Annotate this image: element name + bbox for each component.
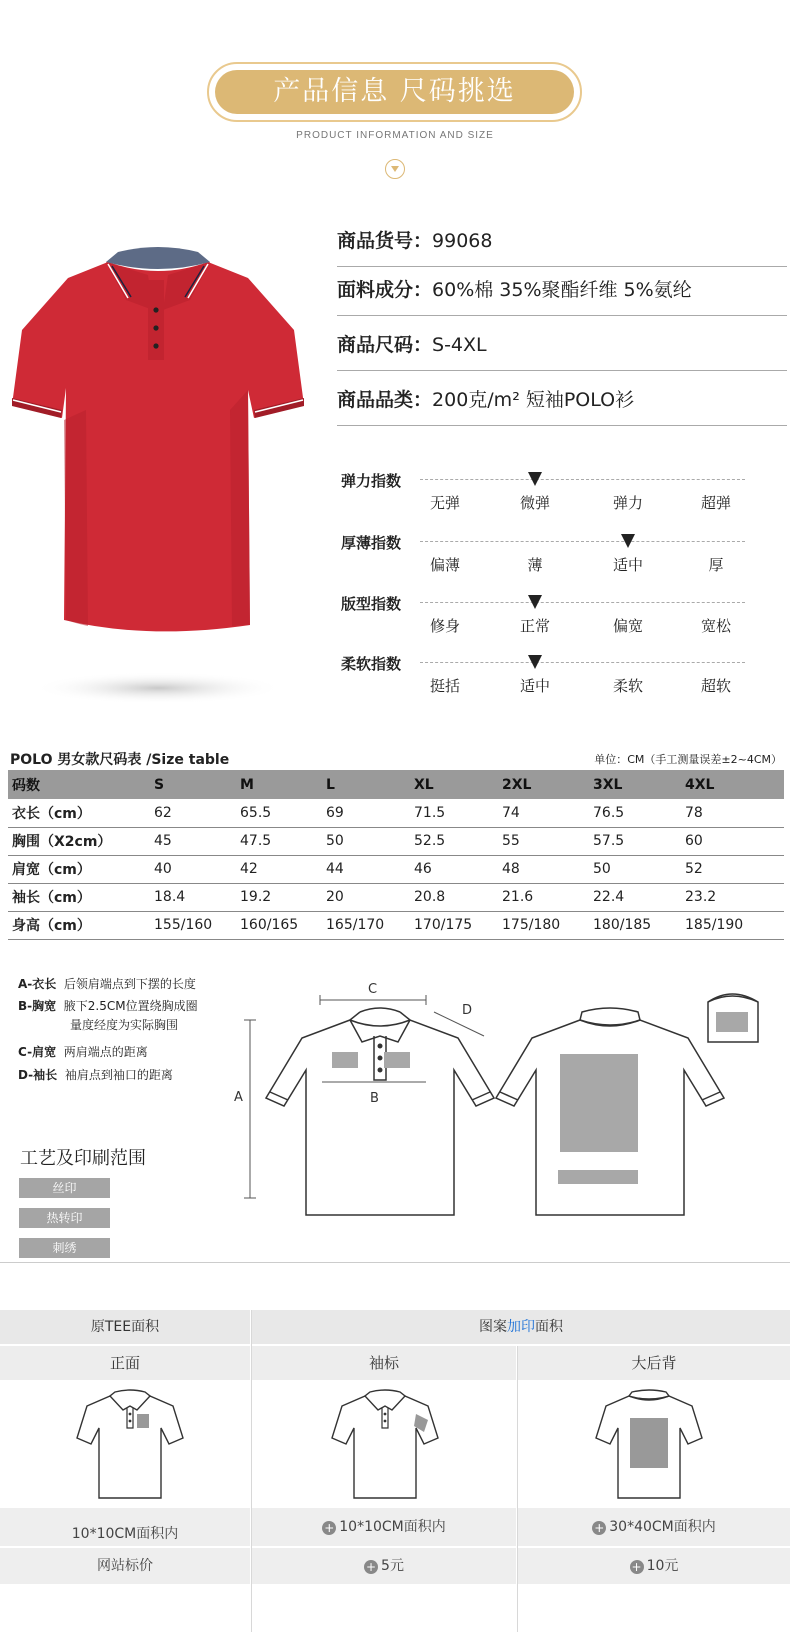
area-text: 30*40CM面积内: [609, 1519, 716, 1535]
column-front: 正面: [0, 1346, 250, 1380]
legend-key: A-衣长: [18, 977, 57, 991]
diagram-label-d: D: [462, 1003, 473, 1018]
size-table-cell: 44: [322, 855, 410, 883]
index-marker-icon: [528, 655, 542, 669]
size-table-cell: 170/175: [410, 911, 498, 939]
index-option: 微弹: [519, 494, 550, 512]
legend-key: C-肩宽: [18, 1045, 57, 1059]
header-title: 产品信息 尺码挑选: [215, 70, 574, 114]
size-table-header: 码数: [8, 770, 150, 799]
size-table-header: 3XL: [589, 770, 681, 799]
size-table-row: [8, 855, 784, 883]
back-print-shirt-icon: [594, 1390, 704, 1502]
size-table-cell: 47.5: [236, 827, 322, 855]
size-table-row: [8, 827, 784, 855]
index-option: 薄: [527, 556, 543, 574]
index-scale-line: [420, 662, 745, 663]
size-table-row: [8, 883, 784, 911]
price-text: 5元: [381, 1558, 404, 1574]
size-table-header-row: [8, 770, 784, 799]
legend-item: [18, 1066, 173, 1084]
legend-item: [18, 1043, 148, 1061]
index-option: 挺括: [429, 677, 460, 695]
diagram-label-b: B: [370, 1091, 379, 1106]
size-table-header: XL: [410, 770, 498, 799]
index-option: 偏宽: [612, 617, 643, 635]
plus-icon: +: [631, 1560, 642, 1574]
header-emphasis: 加印: [507, 1319, 535, 1335]
index-scale-line: [420, 602, 745, 603]
area-sleeve: [252, 1508, 516, 1546]
size-table-cell: 48: [498, 855, 589, 883]
size-table-cell: 50: [322, 827, 410, 855]
price-label: 网站标价: [0, 1548, 250, 1584]
size-table-cell: 165/170: [322, 911, 410, 939]
size-table-cell: 45: [150, 827, 236, 855]
index-option: 无弹: [429, 494, 460, 512]
size-table-header: 4XL: [681, 770, 784, 799]
header-text: 面积: [535, 1319, 563, 1335]
craft-item-heat-transfer: 热转印: [19, 1208, 110, 1228]
header-text: 图案: [479, 1319, 507, 1335]
print-table-left-header: 原TEE面积: [0, 1310, 250, 1344]
size-table-row-label: 袖长（cm）: [8, 883, 150, 911]
size-table-cell: 20.8: [410, 883, 498, 911]
info-row-sku: [337, 212, 787, 267]
index-option: 适中: [612, 556, 643, 574]
legend-item: [18, 975, 196, 993]
index-label: 厚薄指数: [341, 534, 402, 552]
info-value: 60%棉 35%聚酯纤维 5%氨纶: [432, 279, 692, 301]
index-option: 修身: [429, 617, 460, 635]
size-table-cell: 62: [150, 799, 236, 827]
area-text: 10*10CM面积内: [339, 1519, 446, 1535]
legend-desc: 袖肩点到袖口的距离: [64, 1068, 173, 1082]
diagram-label-a: A: [234, 1090, 243, 1105]
size-table-cell: 20: [322, 883, 410, 911]
size-table-cell: 19.2: [236, 883, 322, 911]
size-table-cell: 160/165: [236, 911, 322, 939]
craft-item-embroidery: 刺绣: [19, 1238, 110, 1258]
legend-desc: 后领肩端点到下摆的长度: [63, 977, 196, 991]
index-scale-line: [420, 541, 745, 542]
area-text: 10*10CM面积内: [71, 1526, 179, 1542]
size-table-header: L: [322, 770, 410, 799]
index-label: 弹力指数: [341, 472, 402, 490]
legend-item: [18, 997, 198, 1015]
size-table-cell: 71.5: [410, 799, 498, 827]
price-back: [518, 1548, 790, 1584]
size-table-cell: 57.5: [589, 827, 681, 855]
size-table: [8, 770, 784, 940]
size-table-cell: 40: [150, 855, 236, 883]
product-image-red-polo: [8, 240, 308, 710]
size-table-cell: 52: [681, 855, 784, 883]
header-subtitle: PRODUCT INFORMATION AND SIZE: [296, 130, 494, 141]
index-option: 宽松: [700, 617, 731, 635]
size-table-cell: 78: [681, 799, 784, 827]
column-back: 大后背: [518, 1346, 790, 1380]
size-table-title: POLO 男女款尺码表 /Size table: [10, 752, 230, 768]
size-table-row: [8, 911, 784, 939]
area-front: [0, 1508, 250, 1546]
size-table-row-label: 胸围（X2cm）: [8, 827, 150, 855]
sleeve-print-shirt-icon: [330, 1390, 440, 1502]
index-option: 正常: [519, 617, 550, 635]
legend-item: [70, 1016, 178, 1034]
price-text: 10元: [646, 1558, 679, 1574]
legend-key: D-袖长: [18, 1068, 58, 1082]
index-option: 超软: [700, 677, 731, 695]
price-sleeve: [252, 1548, 516, 1584]
size-table-header: S: [150, 770, 236, 799]
size-table-cell: 52.5: [410, 827, 498, 855]
size-table-header: M: [236, 770, 322, 799]
index-marker-icon: [528, 595, 542, 609]
craft-title: 工艺及印刷范围: [20, 1148, 146, 1169]
size-table-cell: 55: [498, 827, 589, 855]
column-sleeve: 袖标: [252, 1346, 516, 1380]
divider: [0, 1262, 790, 1263]
size-table-cell: 18.4: [150, 883, 236, 911]
info-value: 99068: [432, 230, 493, 252]
index-marker-icon: [621, 534, 635, 548]
size-table-row-label: 身高（cm）: [8, 911, 150, 939]
size-table-row-label: 肩宽（cm）: [8, 855, 150, 883]
plus-icon: +: [324, 1521, 335, 1535]
size-table-row-label: 衣长（cm）: [8, 799, 150, 827]
index-option: 偏薄: [429, 556, 460, 574]
info-label: 面料成分：: [337, 279, 433, 301]
size-table-cell: 65.5: [236, 799, 322, 827]
index-label: 柔软指数: [341, 655, 402, 673]
chevron-down-icon: [385, 159, 405, 179]
index-option: 厚: [708, 556, 724, 574]
plus-icon: +: [594, 1521, 605, 1535]
size-table-cell: 42: [236, 855, 322, 883]
index-marker-icon: [528, 472, 542, 486]
info-value: 200克/m² 短袖POLO衫: [432, 389, 635, 411]
info-label: 商品尺码：: [337, 334, 433, 356]
info-row-category: [337, 371, 787, 426]
size-table-cell: 22.4: [589, 883, 681, 911]
legend-key: B-胸宽: [18, 999, 57, 1013]
size-table-cell: 21.6: [498, 883, 589, 911]
index-option: 适中: [519, 677, 550, 695]
size-table-cell: 69: [322, 799, 410, 827]
legend-desc: 量度经度为实际胸围: [70, 1018, 179, 1032]
plus-icon: +: [366, 1560, 377, 1574]
size-table-cell: 60: [681, 827, 784, 855]
header-banner: [207, 62, 582, 122]
size-table-unit: 单位：CM（手工测量误差±2~4CM）: [594, 753, 782, 766]
size-table-cell: 175/180: [498, 911, 589, 939]
index-option: 柔软: [612, 677, 643, 695]
legend-desc: 腋下2.5CM位置绕胸成圈: [63, 999, 198, 1013]
info-label: 商品货号：: [337, 230, 433, 252]
index-label: 版型指数: [341, 595, 402, 613]
index-option: 弹力: [612, 494, 643, 512]
size-table-cell: 23.2: [681, 883, 784, 911]
size-table-row: [8, 799, 784, 827]
size-table-cell: 185/190: [681, 911, 784, 939]
size-table-cell: 50: [589, 855, 681, 883]
size-table-cell: 76.5: [589, 799, 681, 827]
info-row-size: [337, 316, 787, 371]
column-divider: [517, 1346, 518, 1632]
craft-item-silkscreen: 丝印: [19, 1178, 110, 1198]
front-print-shirt-icon: [75, 1390, 185, 1502]
info-label: 商品品类：: [337, 389, 433, 411]
size-table-cell: 74: [498, 799, 589, 827]
index-scale-line: [420, 479, 745, 480]
size-table-cell: 46: [410, 855, 498, 883]
diagram-label-c: C: [368, 982, 378, 997]
measurement-diagram: [230, 982, 790, 1250]
size-table-cell: 180/185: [589, 911, 681, 939]
size-table-header: 2XL: [498, 770, 589, 799]
legend-desc: 两肩端点的距离: [63, 1045, 148, 1059]
info-row-material: [337, 261, 787, 316]
index-option: 超弹: [700, 494, 731, 512]
info-value: S-4XL: [432, 334, 487, 356]
size-table-cell: 155/160: [150, 911, 236, 939]
print-table-right-header: [252, 1310, 790, 1344]
area-back: [518, 1508, 790, 1546]
